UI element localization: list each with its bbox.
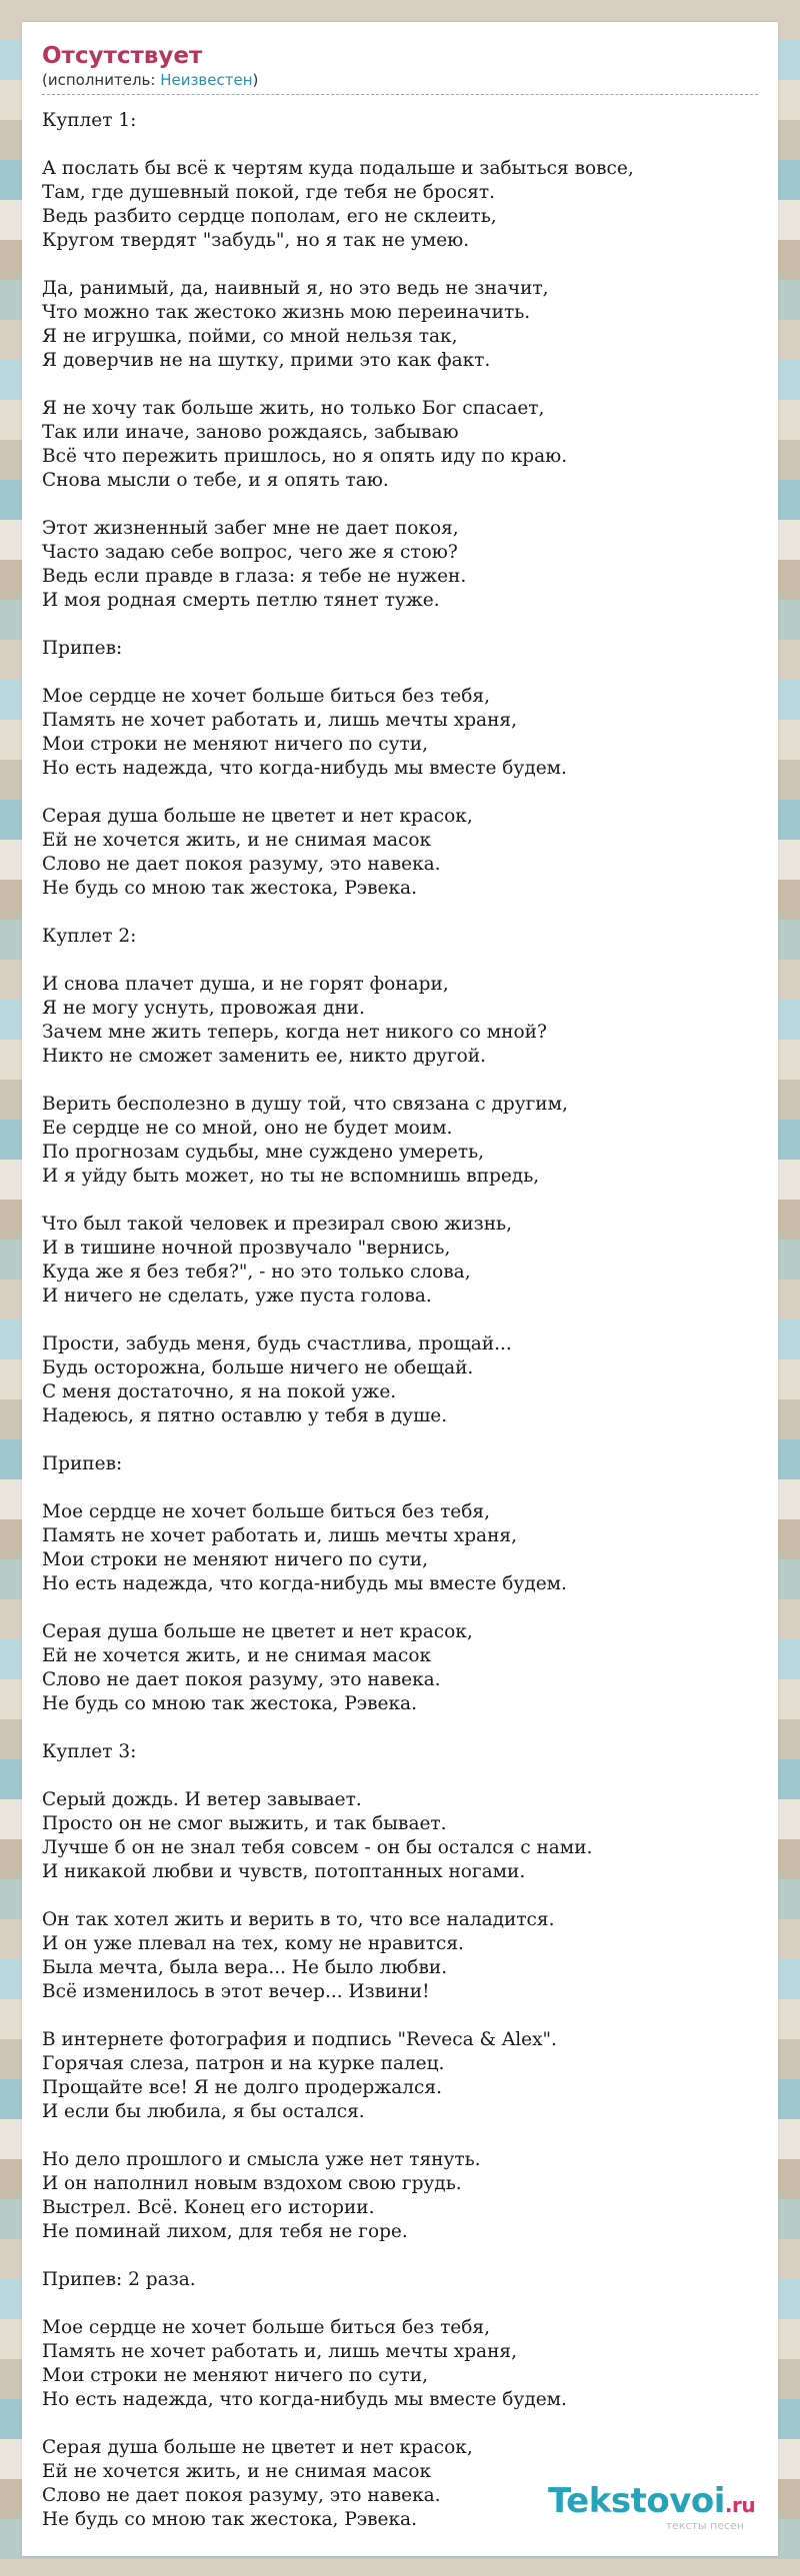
lyrics-line: Но есть надежда, что когда-нибудь мы вместе будем.	[42, 758, 567, 779]
lyrics-blank-line	[42, 901, 758, 925]
lyrics-line: Я не могу уснуть, провожая дни.	[42, 998, 365, 1019]
lyrics-blank-line	[42, 1069, 758, 1093]
lyrics-line: Всё что пережить пришлось, но я опять иду по краю.	[42, 446, 568, 467]
lyrics-line: Память не хочет работать и, лишь мечты храня,	[42, 2341, 517, 2362]
lyrics-line: Ведь если правде в глаза: я тебе не нужен.	[42, 566, 467, 587]
lyrics-line: И моя родная смерть петлю тянет туже.	[42, 590, 440, 611]
lyrics-line: Но есть надежда, что когда-нибудь мы вместе будем.	[42, 1573, 567, 1594]
lyrics-blank-line	[42, 373, 758, 397]
lyrics-blank-line	[42, 253, 758, 277]
lyrics-line: Не поминай лихом, для тебя не горе.	[42, 2221, 408, 2242]
lyrics-line: Припев:	[42, 1453, 123, 1474]
artist-link[interactable]: Неизвестен	[160, 71, 253, 89]
lyrics-line: Мое сердце не хочет больше биться без тебя,	[42, 686, 490, 707]
lyrics-line: Надеюсь, я пятно оставлю у тебя в душе.	[42, 1405, 448, 1426]
lyrics-line: И он уже плевал на тех, кому не нравится.	[42, 1933, 464, 1954]
lyrics-line: Ведь разбито сердце пополам, его не склеить,	[42, 206, 497, 227]
lyrics-line: А послать бы всё к чертям куда подальше и забыться вовсе,	[42, 158, 634, 179]
logo-tld: .ru	[724, 2493, 756, 2517]
lyrics-line: Куплет 2:	[42, 926, 137, 947]
lyrics-line: И никакой любви и чувств, потоптанных ногами.	[42, 1861, 526, 1882]
lyrics-blank-line	[42, 1764, 758, 1788]
logo-wordmark	[548, 2481, 756, 2523]
lyrics-line: Да, ранимый, да, наивный я, но это ведь не значит,	[42, 278, 549, 299]
lyrics-line: Он так хотел жить и верить в то, что все наладится.	[42, 1909, 555, 1930]
lyrics-line: Слово не дает покоя разуму, это навека.	[42, 854, 441, 875]
lyrics-line: Прости, забудь меня, будь счастлива, прощай...	[42, 1333, 512, 1354]
lyrics-line: Слово не дает покоя разуму, это навека.	[42, 2485, 441, 2506]
lyrics-line: Мои строки не меняют ничего по сути,	[42, 2365, 428, 2386]
lyrics-blank-line	[42, 493, 758, 517]
lyrics-line: Этот жизненный забег мне не дает покоя,	[42, 518, 459, 539]
lyrics-blank-line	[42, 1716, 758, 1740]
lyrics-line: Что был такой человек и презирал свою жизнь,	[42, 1214, 512, 1235]
lyrics-line: Я доверчив не на шутку, прими это как факт.	[42, 350, 491, 371]
lyrics-line: Серая душа больше не цветет и нет красок,	[42, 2437, 473, 2458]
lyrics-line: Куплет 1:	[42, 110, 137, 131]
lyrics-line: Зачем мне жить теперь, когда нет никого со мной?	[42, 1022, 547, 1043]
lyrics-line: Мое сердце не хочет больше биться без тебя,	[42, 1501, 490, 1522]
lyrics-card	[22, 22, 778, 2556]
lyrics-line: Припев: 2 раза.	[42, 2269, 196, 2290]
lyrics-line: И если бы любила, я бы остался.	[42, 2101, 365, 2122]
lyrics-line: С меня достаточно, я на покой уже.	[42, 1381, 397, 1402]
lyrics-line: Ей не хочется жить, и не снимая масок	[42, 2461, 432, 2482]
lyrics-line: Я не игрушка, пойми, со мной нельзя так,	[42, 326, 458, 347]
lyrics-blank-line	[42, 2124, 758, 2148]
lyrics-line: Память не хочет работать и, лишь мечты храня,	[42, 710, 517, 731]
lyrics-blank-line	[42, 1308, 758, 1332]
lyrics-line: Не будь со мною так жестока, Рэвека.	[42, 1693, 417, 1714]
lyrics-blank-line	[42, 1884, 758, 1908]
lyrics-line: Мои строки не меняют ничего по сути,	[42, 1549, 428, 1570]
lyrics-blank-line	[42, 1189, 758, 1213]
lyrics-line: Ей не хочется жить, и не снимая масок	[42, 1645, 432, 1666]
lyrics-line: Но дело прошлого и смысла уже нет тянуть.	[42, 2149, 481, 2170]
lyrics-line: Серая душа больше не цветет и нет красок,	[42, 806, 473, 827]
artist-suffix: )	[252, 71, 259, 89]
lyrics-line: Там, где душевный покой, где тебя не бросят.	[42, 182, 496, 203]
lyrics-line: Всё изменилось в этот вечер... Извини!	[42, 1981, 430, 2002]
lyrics-blank-line	[42, 1428, 758, 1452]
lyrics-line: Но есть надежда, что когда-нибудь мы вместе будем.	[42, 2389, 567, 2410]
lyrics-line: Что можно так жестоко жизнь мою переиначить.	[42, 302, 531, 323]
lyrics-line: Прощайте все! Я не долго продержался.	[42, 2077, 442, 2098]
lyrics-line: Ей не хочется жить, и не снимая масок	[42, 830, 432, 851]
lyrics-line: Кругом твердят "забудь", но я так не умею.	[42, 230, 470, 251]
lyrics-line: Никто не сможет заменить ее, никто другой.	[42, 1046, 487, 1067]
lyrics-line: И ничего не сделать, уже пуста голова.	[42, 1286, 432, 1306]
lyrics-line: Память не хочет работать и, лишь мечты храня,	[42, 1525, 517, 1546]
lyrics-line: Слово не дает покоя разуму, это навека.	[42, 1669, 441, 1690]
lyrics-line: Верить бесполезно в душу той, что связана с другим,	[42, 1094, 568, 1115]
lyrics-line: Не будь со мною так жестока, Рэвека.	[42, 2509, 417, 2530]
lyrics-line: Серый дождь. И ветер завывает.	[42, 1789, 362, 1810]
lyrics-blank-line	[42, 1476, 758, 1500]
lyrics-line: Куда же я без тебя?", - но это только слова,	[42, 1262, 471, 1283]
lyrics-blank-line	[42, 1596, 758, 1620]
lyrics-line: По прогнозам судьбы, мне суждено умереть,	[42, 1142, 485, 1163]
lyrics-line: Припев:	[42, 638, 123, 659]
lyrics-blank-line	[42, 949, 758, 973]
artist-line	[42, 70, 758, 95]
lyrics-line: И он наполнил новым вздохом свою грудь.	[42, 2173, 462, 2194]
lyrics-blank-line	[42, 2292, 758, 2316]
lyrics-line: Просто он не смог выжить, и так бывает.	[42, 1813, 447, 1834]
lyrics-blank-line	[42, 781, 758, 805]
lyrics-line: И снова плачет душа, и не горят фонари,	[42, 974, 449, 995]
lyrics-line: Выстрел. Всё. Конец его истории.	[42, 2197, 375, 2218]
lyrics-line: Мои строки не меняют ничего по сути,	[42, 734, 428, 755]
lyrics-text	[42, 109, 758, 2532]
lyrics-line: Будь осторожна, больше ничего не обещай.	[42, 1357, 474, 1378]
lyrics-line: Серая душа больше не цветет и нет красок,	[42, 1621, 473, 1642]
logo-main-text: Tekstovoi	[548, 2481, 725, 2521]
lyrics-line: И в тишине ночной прозвучало "вернись,	[42, 1238, 451, 1259]
lyrics-line: Была мечта, была вера... Не было любви.	[42, 1957, 448, 1978]
lyrics-blank-line	[42, 2004, 758, 2028]
song-title: Отсутствует	[42, 43, 203, 69]
site-logo[interactable]	[548, 2481, 756, 2532]
lyrics-blank-line	[42, 2412, 758, 2436]
lyrics-line: Часто задаю себе вопрос, чего же я стою?	[42, 542, 458, 563]
lyrics-line: И я уйду быть может, но ты не вспомнишь впредь,	[42, 1166, 540, 1187]
lyrics-line: Лучше б он не знал тебя совсем - он бы остался с нами.	[42, 1837, 593, 1858]
lyrics-line: Не будь со мною так жестока, Рэвека.	[42, 878, 417, 899]
lyrics-blank-line	[42, 2244, 758, 2268]
lyrics-line: Куплет 3:	[42, 1741, 137, 1762]
lyrics-blank-line	[42, 661, 758, 685]
lyrics-line: Горячая слеза, патрон и на курке палец.	[42, 2053, 445, 2074]
lyrics-line: Мое сердце не хочет больше биться без тебя,	[42, 2317, 490, 2338]
logo-tagline: тексты песен	[665, 2519, 744, 2532]
lyrics-line: Так или иначе, заново рождаясь, забываю	[42, 422, 459, 443]
lyrics-line: Я не хочу так больше жить, но только Бог спасает,	[42, 398, 545, 419]
artist-prefix: (исполнитель:	[42, 71, 161, 89]
lyrics-blank-line	[42, 613, 758, 637]
lyrics-line: Снова мысли о тебе, и я опять таю.	[42, 470, 389, 491]
lyrics-line: Ее сердце не со мной, оно не будет моим.	[42, 1118, 453, 1139]
lyrics-line: В интернете фотография и подпись "Reveca & Alex".	[42, 2029, 557, 2050]
lyrics-blank-line	[42, 133, 758, 157]
